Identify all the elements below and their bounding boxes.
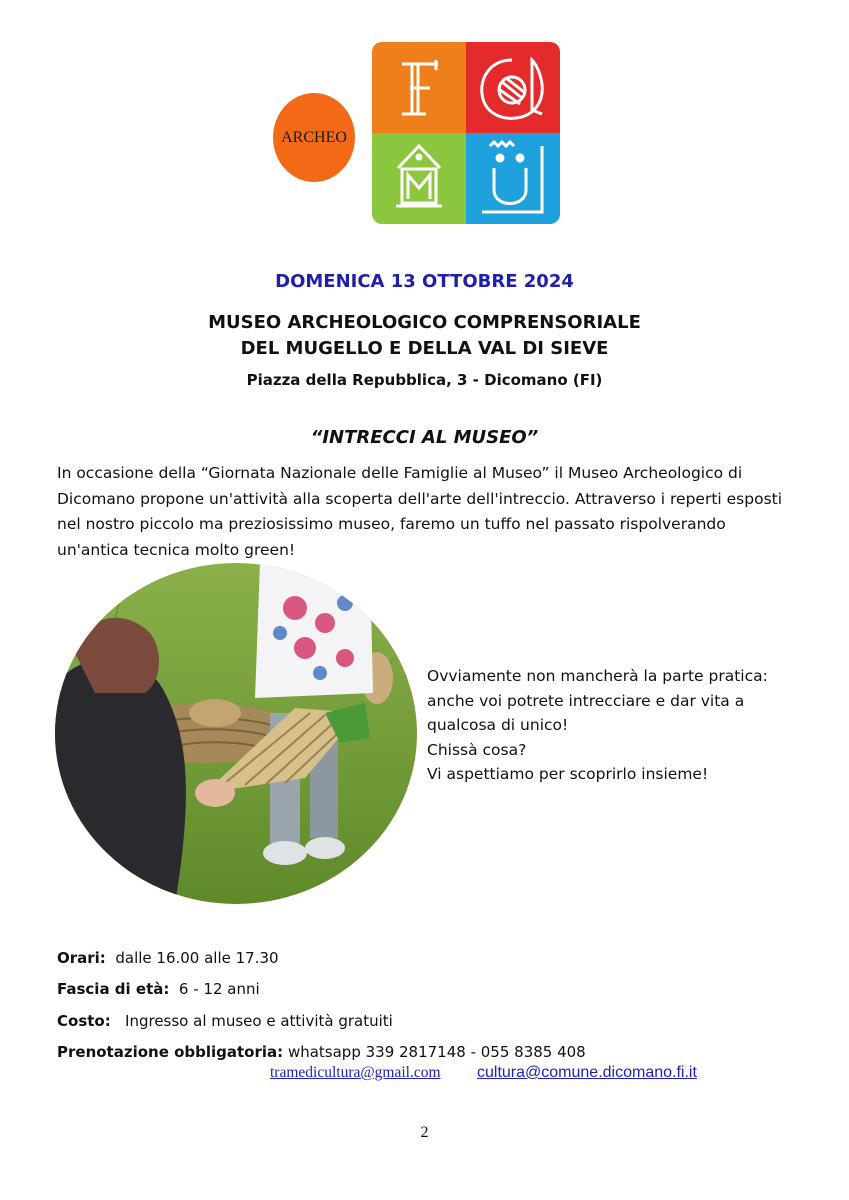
orari-label: Orari: — [57, 949, 106, 967]
detail-prenotazione — [57, 1043, 586, 1061]
weaving-photo — [55, 563, 417, 904]
detail-eta — [57, 980, 260, 998]
intro-paragraph — [57, 461, 797, 563]
eta-label: Fascia di età: — [57, 980, 170, 998]
famu-logo — [372, 42, 560, 224]
museum-name-line1: MUSEO ARCHEOLOGICO COMPRENSORIALE — [208, 312, 641, 333]
side-line: anche voi potrete intrecciare e dar vita a — [427, 691, 745, 710]
orari-value: dalle 16.00 alle 17.30 — [115, 949, 279, 967]
costo-label: Costo: — [57, 1012, 111, 1030]
costo-value: Ingresso al museo e attività gratuiti — [125, 1012, 393, 1030]
detail-orari — [57, 949, 279, 967]
intro-line: Dicomano propone un'attività alla scoperta dell'arte dell'intreccio. Attraverso i reperti esposti — [57, 489, 783, 508]
prenotazione-value: whatsapp 339 2817148 - 055 8385 408 — [287, 1043, 586, 1061]
side-line: Chissà cosa? — [427, 740, 527, 759]
intro-line: un'antica tecnica molto green! — [57, 540, 296, 559]
eta-value: 6 - 12 anni — [178, 980, 260, 998]
archeo-label: ARCHEO — [281, 128, 347, 146]
email-link-trame[interactable]: tramedicultura@gmail.com — [270, 1064, 441, 1081]
museum-name — [0, 310, 849, 362]
event-title: “INTRECCI AL MUSEO” — [310, 427, 539, 448]
side-line: qualcosa di unico! — [427, 716, 569, 734]
prenotazione-label: Prenotazione obbligatoria: — [57, 1043, 284, 1061]
email-link-comune[interactable]: cultura@comune.dicomano.fi.it — [477, 1064, 697, 1081]
side-paragraph — [427, 664, 787, 787]
archeo-badge — [273, 93, 355, 182]
side-line: Vi aspettiamo per scoprirlo insieme! — [427, 765, 709, 783]
intro-line: nel nostro piccolo ma preziosissimo museo, faremo un tuffo nel passato rispolverando — [57, 515, 726, 533]
event-date: DOMENICA 13 OTTOBRE 2024 — [275, 271, 574, 292]
page-number: 2 — [420, 1124, 429, 1141]
intro-line: In occasione della “Giornata Nazionale delle Famiglie al Museo” il Museo Archeologico di — [57, 464, 743, 482]
detail-costo — [57, 1012, 393, 1030]
museum-address: Piazza della Repubblica, 3 - Dicomano (FI) — [246, 371, 603, 389]
side-line: Ovviamente non mancherà la parte pratica: — [427, 667, 768, 685]
museum-name-line2: DEL MUGELLO E DELLA VAL DI SIEVE — [240, 338, 609, 359]
